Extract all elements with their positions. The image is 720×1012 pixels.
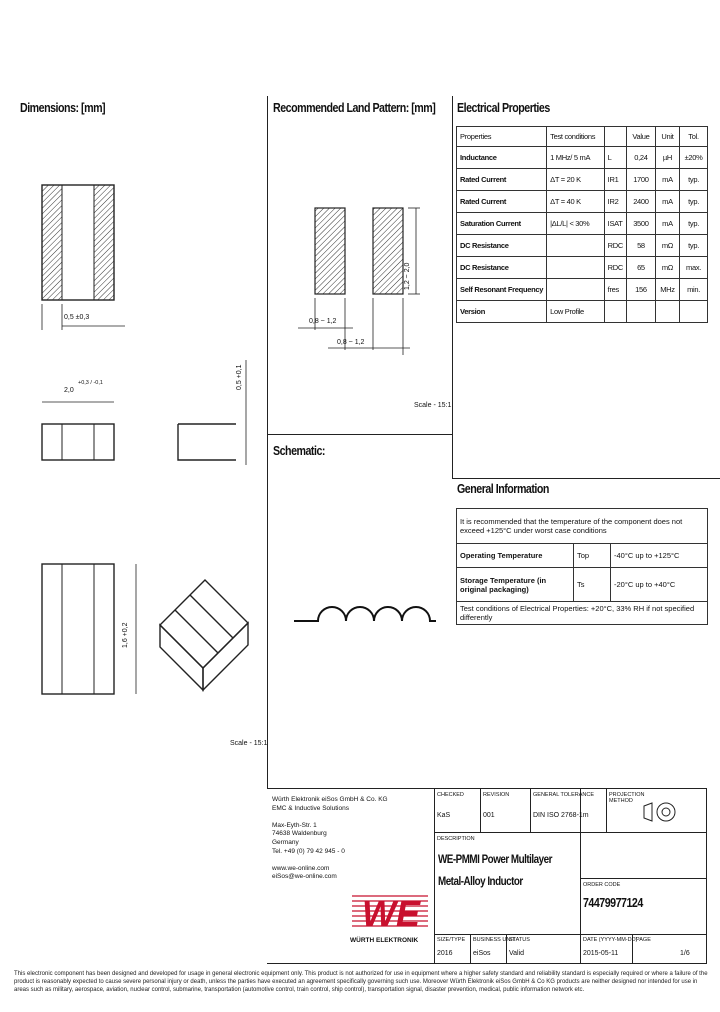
electrical-property-cell: Inductance xyxy=(457,147,547,169)
land-pad-left xyxy=(315,208,345,294)
electrical-symbol-cell: ISAT xyxy=(604,213,626,235)
projection-label: PROJECTION METHOD xyxy=(609,792,645,804)
revision-value: 001 xyxy=(483,812,495,819)
size-value: 2016 xyxy=(437,950,453,957)
operating-temp-value: -40°C up to +125°C xyxy=(611,544,708,568)
electrical-condition-cell xyxy=(547,235,605,257)
page-value: 1/6 xyxy=(680,950,690,957)
end-view-body xyxy=(178,424,236,460)
electrical-unit-cell: Unit xyxy=(655,127,679,147)
revision-label: REVISION xyxy=(483,792,510,798)
schematic-heading: Schematic: xyxy=(273,443,325,458)
top-view-terminal-left xyxy=(42,185,62,300)
land-pattern-heading: Recommended Land Pattern: [mm] xyxy=(273,100,436,115)
electrical-property-cell: Self Resonant Frequency xyxy=(457,279,547,301)
electrical-property-cell: Rated Current xyxy=(457,191,547,213)
land-pad-width-label: 0,8 ~ 1,2 xyxy=(309,318,337,325)
electrical-condition-cell: Low Profile xyxy=(547,301,605,323)
electrical-value-cell xyxy=(627,301,656,323)
electrical-symbol-cell: RDC xyxy=(604,235,626,257)
electrical-unit-cell: mΩ xyxy=(655,257,679,279)
land-pad-height-label: 1,2 ~ 2,0 xyxy=(404,262,411,290)
description-label: DESCRIPTION xyxy=(437,836,475,842)
titleblock-col-c xyxy=(480,788,481,832)
dimensions-heading: Dimensions: [mm] xyxy=(20,100,106,115)
electrical-tolerance-cell: min. xyxy=(680,279,708,301)
electrical-tolerance-cell: ±20% xyxy=(680,147,708,169)
status-label: STATUS xyxy=(509,937,530,943)
titleblock-col-a xyxy=(434,788,435,964)
titleblock-row-4 xyxy=(580,832,707,833)
electrical-property-cell: Rated Current xyxy=(457,169,547,191)
brand-name: WÜRTH ELEKTRONIK xyxy=(350,937,419,944)
electrical-symbol-cell: L xyxy=(604,147,626,169)
land-pad-right xyxy=(373,208,403,294)
electrical-value-cell: 2400 xyxy=(627,191,656,213)
storage-temp-symbol: Ts xyxy=(574,568,611,602)
titleblock-col-h xyxy=(606,788,607,832)
operating-temp-symbol: Top xyxy=(574,544,611,568)
electrical-tolerance-cell xyxy=(680,301,708,323)
electrical-value-cell: 0,24 xyxy=(627,147,656,169)
electrical-symbol-cell: RDC xyxy=(604,257,626,279)
electrical-unit-cell xyxy=(655,301,679,323)
dim-height-label: 0,5 +0,1 xyxy=(236,364,243,390)
electrical-unit-cell: mA xyxy=(655,213,679,235)
electrical-tolerance-cell: typ. xyxy=(680,235,708,257)
checked-value: KaS xyxy=(437,812,451,819)
electrical-heading: Electrical Properties xyxy=(457,100,550,115)
order-code-value: 74479977124 xyxy=(583,895,643,910)
electrical-value-cell: 3500 xyxy=(627,213,656,235)
electrical-tolerance-cell: typ. xyxy=(680,191,708,213)
electrical-row xyxy=(457,279,708,301)
electrical-table xyxy=(456,126,708,323)
electrical-condition-cell: Test conditions xyxy=(547,127,605,147)
electrical-symbol-cell: IR2 xyxy=(604,191,626,213)
electrical-unit-cell: mA xyxy=(655,169,679,191)
general-tolerance-value: DIN ISO 2768-1m xyxy=(533,812,589,819)
general-note: It is recommended that the temperature of the component does not exceed +125°C under worst case conditions xyxy=(460,517,683,535)
electrical-property-cell: DC Resistance xyxy=(457,235,547,257)
description-line-1: WE-PMMI Power Multilayer xyxy=(438,852,552,866)
electrical-row xyxy=(457,257,708,279)
dim-length-label: 2,0 xyxy=(64,387,74,394)
general-heading: General Information xyxy=(457,481,549,496)
divider-h-general xyxy=(452,478,720,479)
electrical-symbol-cell xyxy=(604,127,626,147)
titleblock-row-2 xyxy=(434,934,707,935)
divider-h-land xyxy=(267,434,453,435)
general-tolerance-label: GENERAL TOLERANCE xyxy=(533,792,595,798)
top-view-terminal-right xyxy=(94,185,114,300)
business-label: BUSINESS UNIT xyxy=(473,937,516,943)
electrical-tolerance-cell: typ. xyxy=(680,169,708,191)
size-label: SIZE/TYPE xyxy=(437,937,466,943)
side-view-body xyxy=(42,424,114,460)
dim-width-label: 1,6 +0,2 xyxy=(122,622,129,648)
electrical-property-cell: Properties xyxy=(457,127,547,147)
electrical-value-cell: 58 xyxy=(627,235,656,257)
electrical-condition-cell xyxy=(547,279,605,301)
status-value: Valid xyxy=(509,950,525,957)
electrical-condition-cell: ΔT = 20 K xyxy=(547,169,605,191)
titleblock-top xyxy=(267,788,707,789)
disclaimer: This electronic component has been designed and developed for usage in general electronic equipment only. This product is not authorized for use in equipment where a higher safety standard and reliability standard is especially required or where a failure of the product is reasonably expected to cause severe personal injury or death, unless the parties have executed an agreement specifically governing such use. Moreover Würth Elektronik eiSos GmbH & Co KG products are neither designed nor intended for use in areas such as military, aerospace, aviation, nuclear control, submarine, transportation (automotive control, train control, ship control), transportation signal, disaster prevention, medical, public information network etc. xyxy=(14,971,708,993)
front-view-body xyxy=(42,564,114,694)
projection-icon xyxy=(642,800,678,824)
electrical-tolerance-cell: Tol. xyxy=(680,127,708,147)
operating-temp-label: Operating Temperature xyxy=(460,551,543,560)
titleblock-bottom xyxy=(267,963,707,964)
we-logo-graphic xyxy=(350,890,430,930)
divider-v-right xyxy=(452,96,453,478)
page-label: PAGE xyxy=(636,937,651,943)
electrical-symbol-cell: fres xyxy=(604,279,626,301)
general-table xyxy=(456,508,708,625)
date-label: DATE (YYYY-MM-DD) xyxy=(583,937,638,943)
electrical-condition-cell: 1 MHz/ 5 mA xyxy=(547,147,605,169)
general-footnote: Test conditions of Electrical Properties: +20°C, 33% RH if not specified differently xyxy=(460,604,695,622)
land-pattern-drawing xyxy=(268,190,452,360)
titleblock-right xyxy=(706,788,707,964)
storage-temp-label: Storage Temperature (in original packaging) xyxy=(460,575,547,594)
electrical-value-cell: 1700 xyxy=(627,169,656,191)
isometric-view xyxy=(160,580,248,690)
dim-length-tol-label: +0,3 / -0,1 xyxy=(78,380,103,386)
land-gap-label: 0,8 ~ 1,2 xyxy=(337,339,365,346)
date-value: 2015-05-11 xyxy=(583,950,619,957)
land-scale-label: Scale - 15:1 xyxy=(414,402,452,409)
titleblock-row-3 xyxy=(580,878,707,879)
electrical-unit-cell: mA xyxy=(655,191,679,213)
electrical-condition-cell: ΔT = 40 K xyxy=(547,191,605,213)
we-logo xyxy=(350,890,430,944)
dimensions-drawing xyxy=(0,120,266,760)
checked-label: CHECKED xyxy=(437,792,464,798)
description-line-2: Metal-Alloy Inductor xyxy=(438,874,523,888)
electrical-property-cell: Version xyxy=(457,301,547,323)
electrical-tolerance-cell: typ. xyxy=(680,213,708,235)
company-address: Würth Elektronik eiSos GmbH & Co. KG EMC & Inductive Solutions Max-Eyth-Str. 1 74638 Waldenburg Germany Tel. +49 (0) 79 42 945 - 0 www.we-online.com eiSos@we-online.com xyxy=(272,796,388,881)
storage-temp-value: -20°C up to +40°C xyxy=(611,568,708,602)
we-logo-letters: WE xyxy=(362,893,420,930)
electrical-unit-cell: µH xyxy=(655,147,679,169)
electrical-symbol-cell: IR1 xyxy=(604,169,626,191)
electrical-row xyxy=(457,301,708,323)
electrical-value-cell: 156 xyxy=(627,279,656,301)
electrical-row xyxy=(457,235,708,257)
electrical-row xyxy=(457,169,708,191)
electrical-property-cell: DC Resistance xyxy=(457,257,547,279)
dim-width-top-label: 0,5 ±0,3 xyxy=(64,314,90,321)
electrical-row xyxy=(457,213,708,235)
electrical-value-cell: 65 xyxy=(627,257,656,279)
electrical-unit-cell: MHz xyxy=(655,279,679,301)
business-value: eiSos xyxy=(473,950,491,957)
dim-scale-label: Scale - 15:1 xyxy=(230,740,268,747)
electrical-unit-cell: mΩ xyxy=(655,235,679,257)
electrical-row xyxy=(457,191,708,213)
titleblock-col-d xyxy=(530,788,531,832)
electrical-condition-cell: |ΔL/L| < 30% xyxy=(547,213,605,235)
electrical-condition-cell xyxy=(547,257,605,279)
electrical-value-cell: Value xyxy=(627,127,656,147)
electrical-tolerance-cell: max. xyxy=(680,257,708,279)
inductor-symbol xyxy=(290,585,440,630)
electrical-property-cell: Saturation Current xyxy=(457,213,547,235)
electrical-row xyxy=(457,147,708,169)
titleblock-col-e xyxy=(470,934,471,964)
order-code-label: ORDER CODE xyxy=(583,882,621,888)
electrical-header-row xyxy=(457,127,708,147)
titleblock-row-1 xyxy=(434,832,580,833)
electrical-symbol-cell xyxy=(604,301,626,323)
